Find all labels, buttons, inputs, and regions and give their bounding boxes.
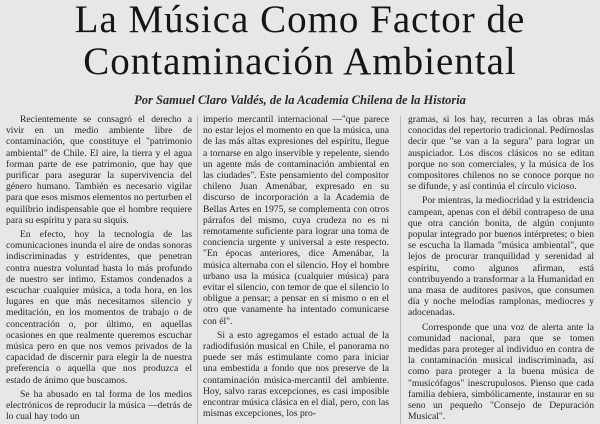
column-divider [197, 116, 198, 424]
paragraph: En efecto, hoy la tecnología de las comunicaciones inunda el aire de ondas sonoras indiscriminadas y estridentes, que penetran contra nuestra voluntad hasta lo más profundo de nuestro ser íntimo. Estamos condenados a escuchar cualquier música, a toda hora, en los lugares en que más necesitamos silencio y meditación, en los momentos de trabajo o de concentración o, por último, en aquellas ocasiones en que realmente queremos escuchar música pero en que nos vemos privados de la capacidad de discernir para elegir la de nuestra preferencia o aquella que nos produzca el estado de ánimo que buscamos. [6, 229, 192, 386]
paragraph: imperio mercantil internacional —"que parece no estar lejos el momento en que la música, una de las más altas expresiones del espíritu, llegue a tornarse en algo inservible y repelente, siendo un agente más de contaminación ambiental en las ciudades". Este pensamiento del compositor chileno Juan Amenábar, expresado en su discurso de incorporación a la Academia de Bellas Artes en 1975, se complementa con otros párrafos del mismo, cuya crudeza no es ni remotamente suficiente para lograr una toma de conciencia urgente y universal a este respecto. "En épocas anteriores, dice Amenábar, la música alternaba con el silencio. Hoy el hombre urbano usa la música (cualquier música) para evitar el silencio, con temor de que el silencio lo obligue a pensar; a pensar en sí mismo o en el otro que vanamente ha intentado comunicarse con él". [203, 114, 389, 327]
paragraph: Por mientras, la mediocridad y la estridencia campean, apenas con el débil contrapeso de una que otra canción bonita, de algún conjunto popular integrado por buenos intérpretes; o bien se escucha la llamada "música ambiental", que lejos de procurar tranquilidad y serenidad al espíritu, como algunos afirman, está contribuyendo a transformar a la Humanidad en una masa de auditores pasivos, que consumen día y noche melodías ramplonas, mediocres y adocenadas. [408, 195, 594, 319]
article-column-2 [203, 114, 389, 424]
byline: Por Samuel Claro Valdés, de la Academia Chilena de la Historia [134, 93, 466, 107]
headline-line-2: Contaminación Ambiental [83, 40, 517, 83]
headline-line-1: La Música Como Factor de [74, 0, 526, 41]
article-column-3 [408, 114, 594, 424]
paragraph: Se ha abusado en tal forma de los medios electrónicos de reproducir la música —detrás de lo cual hay todo un [6, 388, 192, 423]
paragraph: Recientemente se consagró el derecho a vivir en un medio ambiente libre de contaminación, que constituye el "patrimonio ambiental" de Chile. El aire, la tierra y el agua forman parte de ese patrimonio, que hay que purificar para asegurar la supervivencia del género humano. También es necesario vigilar para que esos mismos elementos no perturben el equilibrio indispensable que el hombre requiere para su espíritu y para su siquis. [6, 114, 192, 226]
paragraph: gramas, si los hay, recurren a las obras más conocidas del repertorio tradicional. Pedírnoslas decir que "se van a la segura" para lograr un auspiciador. Los discos clásicos no se editan porque no son comerciales, y la música de los compositores chilenos no se conoce porque no se difunde, y así continúa el círculo vicioso. [408, 114, 594, 193]
article-column-1 [6, 114, 192, 424]
paragraph: Si a esto agregamos el estado actual de la radiodifusión musical en Chile, el panorama no puede ser más estimulante como para iniciar una embestida a fondo que nos preserve de la contaminación música-mercantil del ambiente. Hoy, salvo raras excepciones, es casi imposible encontrar música clásica en el dial, pero, con las mismas excepciones, los pro- [203, 329, 389, 420]
column-divider [400, 116, 401, 424]
paragraph: Corresponde que una voz de alerta ante la comunidad nacional, para que se tomen medidas para proteger al individuo en contra de la contaminación musical indiscriminada, así como para proteger a la buena música de "musicófagos" inescrupulosos. Pienso que cada familia debiera, simbólicamente, instaurar en su seno un pequeño "Consejo de Depuración Musical". [408, 321, 594, 423]
